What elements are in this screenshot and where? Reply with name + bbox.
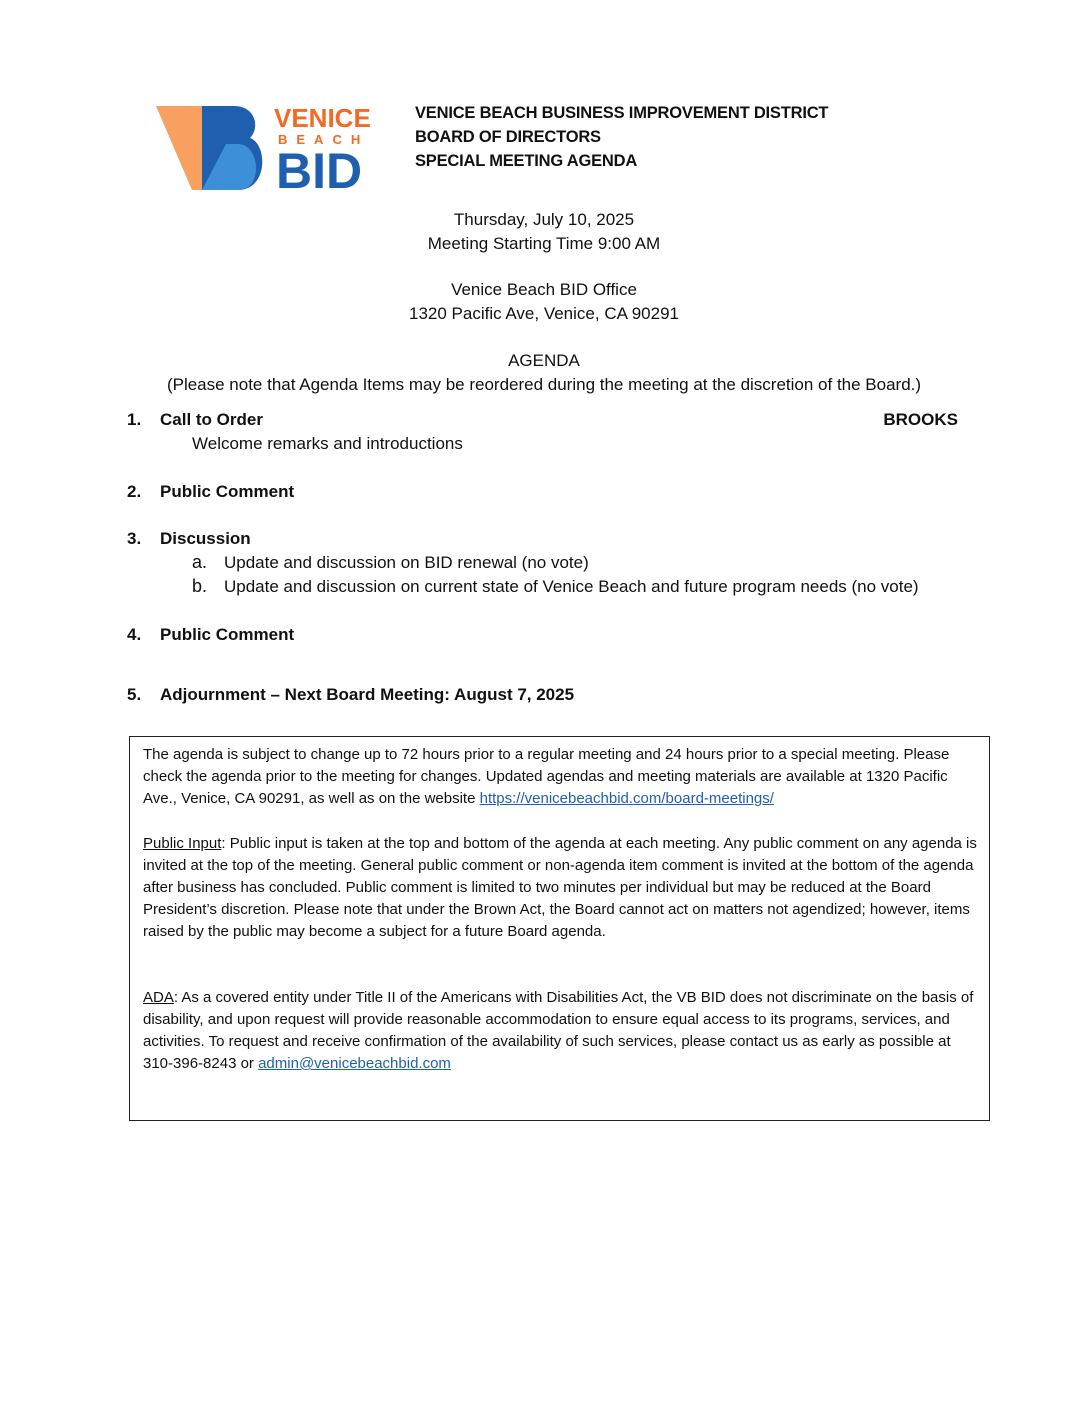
public-input-text: : Public input is taken at the top and bottom of the agenda at each meeting. Any public comment on any agenda is invited at the top of the meeting. General public comment or non-agenda item comment is invited at the bottom of the agenda after business has concluded. Public comment is limited to two minutes per individual but may be reduced at the Board President’s discretion. Please note that under the Brown Act, the Board cannot act on matters not agendized; however, items raised by the public may become a subject for a future Board agenda. <box>143 835 977 940</box>
meeting-location: Venice Beach BID Office <box>451 280 637 299</box>
item-public-comment: Public Comment <box>160 625 295 644</box>
item-call-to-order: Call to Order <box>160 410 263 429</box>
item-number: 3. <box>127 529 142 548</box>
item-number: 2. <box>127 482 142 501</box>
subitem-letter: a. <box>192 552 208 572</box>
board-meetings-link[interactable]: https://venicebeachbid.com/board-meetings/ <box>479 790 774 807</box>
item-presenter: BROOKS <box>883 410 958 429</box>
item-number: 5. <box>127 685 142 704</box>
board-name: BOARD OF DIRECTORS <box>415 128 601 146</box>
org-name: VENICE BEACH BUSINESS IMPROVEMENT DISTRICT <box>415 104 829 122</box>
ada-label: ADA <box>143 989 174 1006</box>
item-discussion: Discussion <box>160 529 251 548</box>
document-title: SPECIAL MEETING AGENDA <box>415 152 638 170</box>
subitem-bid-renewal: Update and discussion on BID renewal (no vote) <box>224 553 589 572</box>
logo-venice: VENICE <box>274 104 371 133</box>
subitem-letter: b. <box>192 576 208 596</box>
notice-agenda-text: The agenda is subject to change up to 72 hours prior to a regular meeting and 24 hours prior to a special meeting. Please check the agenda prior to the meeting for changes. Updated agendas and meeting materials are available at 1320 Pacific Ave., Venice, CA 90291, as well as on the website <box>143 746 950 807</box>
meeting-address: 1320 Pacific Ave, Venice, CA 90291 <box>409 304 679 323</box>
notice-public-input <box>143 833 983 943</box>
notice-agenda-changes <box>143 744 983 810</box>
item-description: Welcome remarks and introductions <box>192 434 463 453</box>
admin-email-link[interactable]: admin@venicebeachbid.com <box>258 1055 451 1072</box>
logo-bid: BID <box>276 143 363 192</box>
public-input-label: Public Input <box>143 835 222 852</box>
meeting-date: Thursday, July 10, 2025 <box>453 210 635 229</box>
meeting-time: Meeting Starting Time 9:00 AM <box>427 234 661 253</box>
ada-text: : As a covered entity under Title II of the Americans with Disabilities Act, the VB BID does not discriminate on the basis of disability, and upon request will provide reasonable accommodation to ensure equal access to its programs, services, and activities. To request and receive confirmation of the availability of such services, please contact us as early as possible at 310-396-8243 or <box>143 989 974 1072</box>
venice-beach-bid-logo <box>156 104 382 192</box>
item-number: 4. <box>127 625 142 644</box>
agenda-note: (Please note that Agenda Items may be reordered during the meeting at the discretion of the Board.) <box>166 375 922 394</box>
notice-ada <box>143 987 983 1075</box>
subitem-program-needs: Update and discussion on current state of Venice Beach and future program needs (no vote) <box>224 577 919 596</box>
logo-beach: BEACH <box>278 132 370 147</box>
item-adjournment: Adjournment – Next Board Meeting: August 7, 2025 <box>160 685 575 704</box>
item-number: 1. <box>127 410 142 429</box>
item-public-comment: Public Comment <box>160 482 295 501</box>
agenda-heading: AGENDA <box>508 351 580 370</box>
